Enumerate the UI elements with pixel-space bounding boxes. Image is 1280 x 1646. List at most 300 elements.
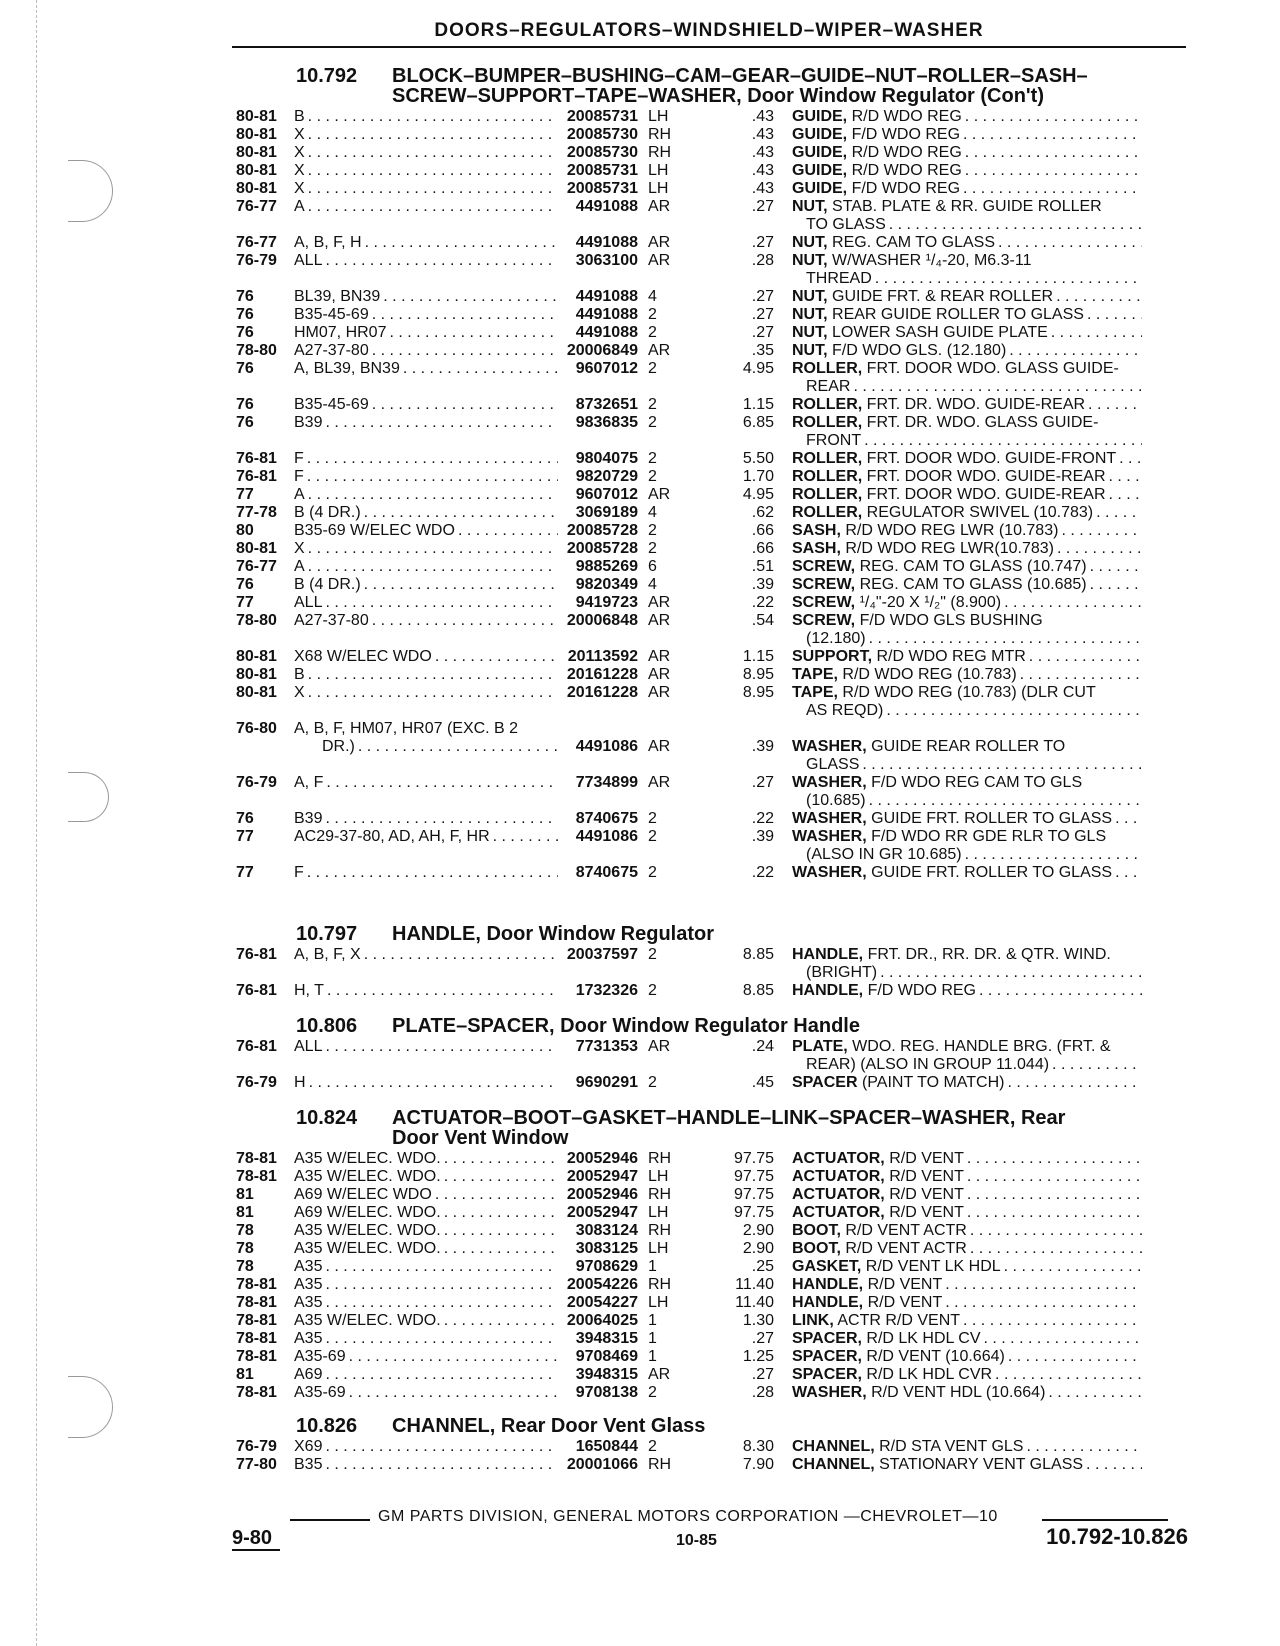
spacer	[684, 792, 774, 810]
description-text	[792, 1038, 1111, 1056]
model-codes-text: A	[294, 558, 305, 575]
part-number: 9804075	[575, 450, 638, 467]
part-detail: (PAINT TO MATCH)	[861, 1074, 1005, 1091]
model-codes-text: ALL	[294, 1038, 323, 1055]
leader-dots	[1004, 1258, 1142, 1276]
part-number: 7731353	[575, 1038, 638, 1055]
section-number: 10.824	[296, 1107, 358, 1129]
part-detail: R/D WDO REG LWR(10.783)	[845, 540, 1054, 557]
price: 8.95	[742, 666, 774, 683]
quantity: LH	[648, 1240, 669, 1257]
leader-dots	[1051, 324, 1142, 342]
model-codes-text: A69 W/ELEC. WDO.	[294, 1204, 441, 1221]
model-year: 76-77	[236, 234, 277, 251]
model-codes	[294, 828, 560, 846]
description	[792, 522, 1144, 540]
model-codes	[294, 252, 560, 270]
table-row	[236, 558, 1186, 576]
section-title	[236, 1108, 1186, 1128]
description-text	[792, 306, 1084, 324]
description	[792, 1240, 1144, 1258]
part-detail: FRT. DR., RR. DR. & QTR. WIND.	[867, 946, 1111, 963]
table-row-cont	[236, 1056, 1186, 1074]
quantity: RH	[648, 1150, 672, 1167]
model-codes	[294, 468, 560, 486]
leader-dots	[372, 612, 558, 630]
description	[792, 468, 1144, 486]
description-text	[792, 198, 1102, 216]
description-text	[792, 982, 976, 1000]
quantity: 2	[648, 946, 657, 963]
price: 1.25	[742, 1348, 774, 1365]
spacer	[236, 432, 294, 450]
part-name: SPACER,	[792, 1348, 862, 1365]
part-name: ROLLER,	[792, 486, 863, 503]
table-row-cont	[236, 630, 1186, 648]
quantity: LH	[648, 1168, 669, 1185]
price: 1.15	[742, 648, 774, 665]
model-codes-text: A, F	[294, 774, 324, 791]
quantity: 2	[648, 1074, 657, 1091]
model-year: 76-81	[236, 468, 277, 485]
spacer	[684, 378, 774, 396]
table-row	[236, 738, 1186, 756]
description-cont-text: (12.180)	[806, 630, 866, 647]
leader-dots	[1048, 1384, 1142, 1402]
binder-hole	[68, 160, 113, 222]
part-name: WASHER,	[792, 810, 867, 827]
part-name: NUT,	[792, 252, 828, 269]
description-cont-text: FRONT	[806, 432, 862, 449]
quantity: AR	[648, 612, 671, 629]
part-name: GUIDE,	[792, 144, 848, 161]
description	[792, 108, 1144, 126]
part-detail: R/D VENT ACTR	[845, 1240, 967, 1257]
description	[792, 810, 1144, 828]
part-number: 4491088	[575, 234, 638, 251]
parts-table	[236, 1038, 1186, 1092]
part-name: SPACER,	[792, 1366, 862, 1383]
table-row	[236, 486, 1186, 504]
description-cont	[792, 216, 1144, 234]
model-codes-text: X	[294, 540, 305, 557]
spacer	[236, 964, 294, 982]
part-name: PLATE,	[792, 1038, 848, 1055]
model-codes-text: X	[294, 684, 305, 701]
description-text	[792, 1384, 1045, 1402]
table-row	[236, 864, 1186, 882]
price: 8.30	[742, 1438, 774, 1455]
price: 97.75	[733, 1186, 774, 1203]
part-name: TAPE,	[792, 684, 838, 701]
table-row-cont	[236, 702, 1186, 720]
description	[792, 864, 1144, 882]
table-row-cont	[236, 846, 1186, 864]
description-cont-text: GLASS	[806, 756, 860, 773]
leader-dots	[1090, 576, 1142, 594]
leader-dots	[967, 1186, 1142, 1204]
description-text	[792, 360, 1119, 378]
leader-dots	[435, 1186, 558, 1204]
model-codes	[294, 1038, 560, 1056]
leader-dots	[1026, 1438, 1142, 1456]
table-row	[236, 1312, 1186, 1330]
price: .28	[751, 1384, 774, 1401]
description-cont	[792, 432, 1144, 450]
price: 1.70	[742, 468, 774, 485]
price: .27	[751, 1330, 774, 1347]
spacer	[294, 702, 560, 720]
section-name: ACTUATOR–BOOT–GASKET–HANDLE–LINK–SPACER–WASHER, Rear	[392, 1107, 1066, 1129]
table-row	[236, 828, 1186, 846]
table-row-cont	[236, 964, 1186, 982]
leader-dots	[970, 1240, 1142, 1258]
group-range: 10.792-10.826	[1046, 1524, 1188, 1549]
spacer	[638, 630, 684, 648]
price: .27	[751, 324, 774, 341]
model-codes-text: A	[294, 198, 305, 215]
description-text	[792, 1276, 942, 1294]
model-codes-text: A35	[294, 1258, 323, 1275]
quantity: LH	[648, 162, 669, 179]
model-codes-text: A27-37-80	[294, 342, 369, 359]
spacer	[236, 756, 294, 774]
section-title-cont	[392, 86, 1186, 106]
quantity: 1	[648, 1348, 657, 1365]
part-detail: REG. CAM TO GLASS	[832, 234, 996, 251]
section-10-806	[236, 1016, 1186, 1092]
part-number: 20052946	[566, 1186, 638, 1203]
part-detail: F/D WDO REG CAM TO GLS	[871, 774, 1083, 791]
part-name: GUIDE,	[792, 162, 848, 179]
model-codes-text: A, B, F, H	[294, 234, 362, 251]
part-detail: FRT. DR. WDO. GUIDE-REAR	[866, 396, 1086, 413]
model-codes	[294, 1348, 560, 1366]
quantity: 4	[648, 576, 657, 593]
quantity: RH	[648, 126, 672, 143]
price: .43	[751, 144, 774, 161]
model-codes-text: B (4 DR.)	[294, 576, 361, 593]
model-year: 78-81	[236, 1348, 277, 1365]
quantity: AR	[648, 684, 671, 701]
table-row	[236, 1276, 1186, 1294]
section-name: HANDLE, Door Window Regulator	[392, 923, 715, 945]
part-name: ROLLER,	[792, 396, 863, 413]
leader-dots	[998, 234, 1142, 252]
part-name: SCREW,	[792, 576, 856, 593]
part-number: 20161228	[566, 666, 638, 683]
description-cont-text: (BRIGHT)	[806, 964, 878, 981]
section-title	[236, 924, 1186, 944]
part-number: 3063100	[575, 252, 638, 269]
part-detail: W/WASHER ¹/₄-20, M6.3-11	[832, 252, 1032, 269]
quantity: 4	[648, 288, 657, 305]
model-codes	[294, 126, 560, 144]
part-number: 20113592	[567, 648, 638, 665]
part-detail: R/D WDO REG	[851, 162, 962, 179]
price: 8.85	[742, 946, 774, 963]
price: 6.85	[742, 414, 774, 431]
part-detail: FRT. DOOR WDO. GUIDE-FRONT	[866, 450, 1117, 467]
section-title-cont	[392, 1128, 1186, 1148]
model-codes	[294, 1168, 560, 1186]
model-codes-text: A35 W/ELEC. WDO.	[294, 1312, 441, 1329]
leader-dots	[308, 162, 558, 180]
table-row	[236, 360, 1186, 378]
part-name: ROLLER,	[792, 414, 863, 431]
leader-dots	[309, 1074, 558, 1092]
spacer	[684, 432, 774, 450]
leader-dots	[308, 558, 558, 576]
table-row	[236, 1258, 1186, 1276]
part-name: NUT,	[792, 306, 828, 323]
footer-date: 9-80	[232, 1527, 273, 1549]
leader-dots	[875, 270, 1142, 288]
part-name: NUT,	[792, 234, 828, 251]
leader-dots	[444, 1204, 558, 1222]
leader-dots	[967, 1204, 1142, 1222]
spacer	[560, 964, 638, 982]
part-detail: REGULATOR SWIVEL (10.783)	[866, 504, 1094, 521]
table-row	[236, 342, 1186, 360]
description	[792, 144, 1144, 162]
model-codes-text: A35-69	[294, 1384, 346, 1401]
description-text	[792, 576, 1087, 594]
price: 8.95	[742, 684, 774, 701]
description-text	[792, 1456, 1083, 1474]
description-text	[792, 774, 1082, 792]
spacer	[638, 216, 684, 234]
model-codes	[294, 1294, 560, 1312]
part-detail: R/D VENT	[889, 1186, 964, 1203]
binder-hole	[68, 772, 109, 822]
model-codes	[294, 108, 560, 126]
model-year: 76-81	[236, 946, 277, 963]
model-codes	[294, 666, 560, 684]
part-name: BOOT,	[792, 1222, 841, 1239]
description-text	[792, 144, 962, 162]
spacer	[560, 378, 638, 396]
part-number: 3069189	[575, 504, 638, 521]
table-row	[236, 576, 1186, 594]
model-codes-text: DR.)	[322, 738, 355, 755]
description	[792, 540, 1144, 558]
price: .43	[751, 126, 774, 143]
price: 7.90	[742, 1456, 774, 1473]
quantity: AR	[648, 198, 671, 215]
quantity: 6	[648, 558, 657, 575]
quantity: AR	[648, 594, 671, 611]
spacer	[560, 432, 638, 450]
model-codes-text: F	[294, 450, 304, 467]
description-text	[792, 108, 962, 126]
price: .43	[751, 180, 774, 197]
part-number: 20085728	[566, 522, 638, 539]
leader-dots	[326, 774, 558, 792]
table-row	[236, 1384, 1186, 1402]
leader-dots	[965, 108, 1142, 126]
model-codes-text: A35 W/ELEC. WDO.	[294, 1150, 441, 1167]
part-detail: FRT. DR. WDO. GLASS GUIDE-	[866, 414, 1099, 431]
leader-dots	[1056, 288, 1142, 306]
model-codes	[294, 162, 560, 180]
leader-dots	[325, 1038, 558, 1056]
description	[792, 738, 1144, 756]
footer-text: GM PARTS DIVISION, GENERAL MOTORS CORPORATION —CHEVROLET—10	[378, 1508, 998, 1525]
part-detail: STATIONARY VENT GLASS	[879, 1456, 1084, 1473]
description-cont-text: (ALSO IN GR 10.685)	[806, 846, 962, 863]
model-codes	[294, 1312, 560, 1330]
part-detail: R/D VENT	[889, 1168, 964, 1185]
part-name: SCREW,	[792, 558, 856, 575]
quantity: 2	[648, 396, 657, 413]
model-codes	[294, 414, 560, 432]
model-codes	[294, 198, 560, 216]
footer-rule-right	[1042, 1519, 1168, 1521]
part-detail: REG. CAM TO GLASS (10.685)	[859, 576, 1087, 593]
part-detail: REAR GUIDE ROLLER TO GLASS	[832, 306, 1084, 323]
part-name: CHANNEL,	[792, 1438, 875, 1455]
description	[792, 450, 1144, 468]
price: .39	[751, 576, 774, 593]
table-row-cont	[236, 270, 1186, 288]
model-codes	[294, 396, 560, 414]
model-year: 77	[236, 864, 254, 881]
price: .66	[751, 540, 774, 557]
model-codes	[294, 558, 560, 576]
model-codes	[294, 810, 560, 828]
spacer	[294, 378, 560, 396]
part-number: 9820729	[575, 468, 638, 485]
description-cont	[792, 378, 1144, 396]
spacer	[236, 270, 294, 288]
model-year: 77	[236, 486, 254, 503]
part-detail: F/D WDO GLS. (12.180)	[832, 342, 1007, 359]
description	[792, 162, 1144, 180]
leader-dots	[308, 126, 558, 144]
leader-dots	[889, 216, 1142, 234]
description-cont	[792, 792, 1144, 810]
table-row	[236, 648, 1186, 666]
model-year: 76	[236, 360, 254, 377]
part-number: 1732326	[575, 982, 638, 999]
quantity: 1	[648, 1312, 657, 1329]
part-number: 3083125	[575, 1240, 638, 1257]
part-detail: FRT. DOOR WDO. GLASS GUIDE-	[866, 360, 1119, 377]
spacer	[294, 432, 560, 450]
table-row	[236, 946, 1186, 964]
description	[792, 1186, 1144, 1204]
section-number: 10.797	[296, 923, 358, 945]
leader-dots	[1086, 1456, 1142, 1474]
description	[792, 1384, 1144, 1402]
description-cont-text: TO GLASS	[806, 216, 886, 233]
part-number: 7734899	[575, 774, 638, 791]
section-name: CHANNEL, Rear Door Vent Glass	[392, 1415, 706, 1437]
leader-dots	[869, 792, 1142, 810]
section-title	[236, 1016, 1186, 1036]
description-text	[792, 1168, 964, 1186]
description-text	[792, 666, 1017, 684]
description-text	[792, 162, 962, 180]
description	[792, 684, 1144, 702]
leader-dots	[963, 1312, 1142, 1330]
part-number: 20001066	[566, 1456, 638, 1473]
table-row	[236, 612, 1186, 630]
part-number: 3948315	[575, 1330, 638, 1347]
leader-dots	[308, 198, 558, 216]
part-name: SASH,	[792, 522, 841, 539]
description-text	[792, 342, 1006, 360]
quantity: AR	[648, 234, 671, 251]
leader-dots	[435, 648, 558, 666]
part-number: 20085731	[566, 180, 638, 197]
parts-table	[236, 1438, 1186, 1474]
description-text	[792, 234, 995, 252]
model-codes-text: X68 W/ELEC WDO	[294, 648, 432, 665]
model-codes-text: HM07, HR07	[294, 324, 387, 341]
part-number: 9419723	[575, 594, 638, 611]
model-codes	[294, 1186, 560, 1204]
leader-dots	[1088, 396, 1142, 414]
table-row	[236, 1074, 1186, 1092]
quantity: AR	[648, 342, 671, 359]
spacer	[638, 702, 684, 720]
price: .22	[751, 810, 774, 827]
description-cont	[792, 1056, 1144, 1074]
model-codes-text: A35 W/ELEC. WDO.	[294, 1168, 441, 1185]
description-cont	[792, 756, 1144, 774]
description	[792, 1294, 1144, 1312]
model-year: 78	[236, 1258, 254, 1275]
model-codes	[294, 1438, 560, 1456]
model-year	[236, 738, 294, 756]
description	[792, 576, 1144, 594]
model-year: 80-81	[236, 144, 277, 161]
part-number: 20006848	[566, 612, 638, 629]
description-text	[792, 396, 1085, 414]
table-row	[236, 162, 1186, 180]
leader-dots	[1115, 810, 1142, 828]
quantity: LH	[648, 108, 669, 125]
model-codes-text: F	[294, 864, 304, 881]
part-number: 4491086	[575, 828, 638, 845]
part-detail: R/D VENT	[889, 1150, 964, 1167]
model-codes-text: B35	[294, 1456, 323, 1473]
model-year: 78-81	[236, 1312, 277, 1329]
leader-dots	[308, 180, 558, 198]
description-text	[792, 594, 1001, 612]
price: .35	[751, 342, 774, 359]
description-text	[792, 522, 1058, 540]
description-text	[792, 1330, 981, 1348]
section-title	[236, 1416, 1186, 1436]
model-codes	[294, 288, 560, 306]
quantity: AR	[648, 774, 671, 791]
spacer	[560, 846, 638, 864]
binder-hole	[68, 1376, 113, 1438]
description-text	[792, 828, 1106, 846]
parts-table	[236, 1150, 1186, 1402]
table-row	[236, 666, 1186, 684]
quantity: AR	[648, 1366, 671, 1383]
leader-dots	[1020, 666, 1142, 684]
spacer	[684, 270, 774, 288]
part-number: 4491088	[575, 324, 638, 341]
spacer	[294, 270, 560, 288]
description-cont	[792, 702, 1144, 720]
table-row	[236, 594, 1186, 612]
